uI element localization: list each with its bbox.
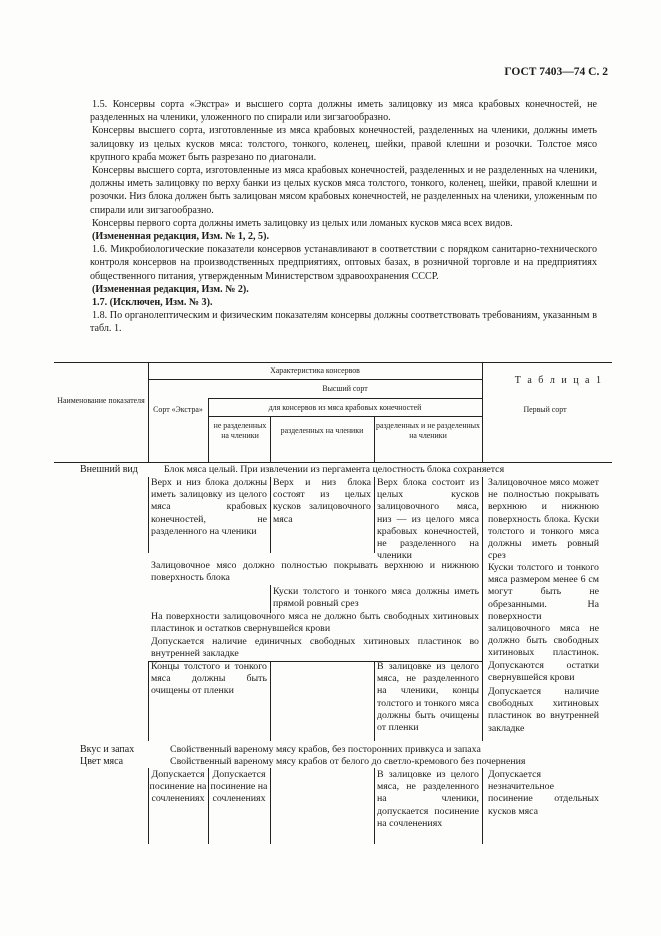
cell-first-mid: Куски толстого и тонкого мяса размером менее 6 см могут быть не обрезанными. На поверхности залицовочного мяса не должно быть свободных хитиновых пластинок. Допускаются остатки свернувшейся крови (488, 562, 599, 683)
row-label-color: Цвет мяса (80, 756, 124, 767)
cell-divider (148, 661, 149, 741)
cell-no-plates: На поверхности залицовочного мяса не должно быть свободных хитиновых пластинок и остатков свернувшейся крови (151, 611, 479, 635)
cell-divider (374, 768, 375, 844)
cell-single-plates: Допускается наличие единичных свободных хитиновых пластинок во внутренней закладке (151, 636, 479, 660)
column-divider (148, 362, 149, 462)
paragraph: Консервы высшего сорта, изготовленные из мяса крабовых конечностей, разделенных и не разделенных на членики, должны иметь залицовку по верху банки из целых кусков мяса толстого, тонкого, коленец, шейки, правой клешни и розочки. Низ блока должен быть залицован мясом крабовых конечностей, не разделенных на членики, уложенным по спирали или зигзагообразно. (90, 165, 597, 216)
paragraph: 1.8. По органолептическим и физическим показателям консервы должны соответствовать требованиям, указанным в табл. 1. (90, 310, 597, 335)
cell-both-color: В залицовке из целого мяса, не разделенного на членики, допускается посинение на сочленениях (377, 769, 479, 829)
cell-divider (270, 477, 271, 553)
cell-first-bottom: Допускается наличие свободных хитиновых пластинок во внутренней закладке (488, 686, 599, 734)
header-crab-limbs: для консервов из мяса крабовых конечностей (268, 403, 422, 412)
cell-first-color: Допускается незначительное посинение отдельных кусков мяса (488, 769, 599, 817)
header-extra: Сорт «Экстра» (153, 405, 203, 414)
header-highest: Высший сорт (322, 384, 368, 393)
column-divider (374, 416, 375, 462)
page-header: ГОСТ 7403—74 С. 2 (504, 66, 608, 78)
column-divider (482, 362, 483, 462)
cell-extra-ends: Концы толстого и тонкого мяса должны быть очищены от пленки (151, 661, 267, 697)
header-bottom-border (54, 462, 612, 463)
cell-divider (270, 768, 271, 844)
header-divider (148, 379, 482, 380)
cell-block-intact: Блок мяса целый. При извлечении из пергамента целостность блока сохраняется (164, 464, 505, 475)
header-first: Первый сорт (523, 405, 567, 414)
cell-divided-top: Верх и низ блока состоят из целых кусков залицовочного мяса (273, 477, 371, 525)
paragraph: Консервы высшего сорта, изготовленные из мяса крабовых конечностей, разделенных на членики, должны иметь залицовку из целых кусков мяса: толстого, тонкого, коленец, шейки, правой клешни и розочки. Толстое мясо крупного краба может быть разрезано по диагонали. (90, 125, 597, 163)
cell-divider (270, 585, 271, 613)
paragraph: Консервы первого сорта должны иметь залицовку из целых или ломаных кусков мяса всех видов. (92, 217, 513, 229)
column-divider (270, 416, 271, 462)
cell-divider (374, 661, 375, 741)
table-caption: Т а б л и ц а 1 (514, 375, 603, 386)
header-divider (208, 416, 482, 417)
header-divider (208, 398, 482, 399)
cell-extra-top: Верх и низ блока должны иметь залицовку из целого мяса крабовых конечностей, не разделенного на членики (151, 477, 267, 537)
cell-first-top: Залицовочное мясо может не полностью покрывать верхнюю и нижнюю поверхность блока. Куски толстого и тонкого мяса должны иметь ровный срез (488, 477, 599, 562)
row-label-taste: Вкус и запах (80, 744, 135, 755)
cell-extra-color: Допускается посинение на сочленениях (149, 769, 207, 805)
header-both: разделенных и не разделенных на членики (376, 421, 481, 440)
amendment-note: (Измененная редакция, Изм. № 2). (92, 283, 249, 295)
cell-cover-full: Залицовочное мясо должно полностью покрывать верхнюю и нижнюю поверхность блока (151, 560, 479, 584)
cell-divider (148, 477, 149, 553)
row-label-appearance: Внешний вид (80, 464, 138, 475)
column-divider (208, 398, 209, 462)
cell-straight-cut: Куски толстого и тонкого мяса должны иметь прямой ровный срез (273, 586, 479, 610)
cell-taste: Свойственный вареному мясу крабов, без посторонних привкуса и запаха (170, 744, 481, 755)
cell-both-ends: В залицовке из целого мяса, не разделенного на членики, концы толстого и тонкого мяса должны быть очищены от пленки (377, 661, 479, 734)
header-divided: разделенных на членики (280, 426, 364, 435)
paragraph: 1.5. Консервы сорта «Экстра» и высшего сорта должны иметь залицовку из мяса крабовых конечностей, не разделенных на членики, уложенного по спирали или зигзагообразно. (90, 99, 597, 124)
header-characteristics: Характеристика консервов (270, 366, 360, 375)
cell-divider (482, 477, 483, 741)
cell-both-top: Верх блока состоит из целых кусков залицовочного мяса, низ — из целого мяса крабовых конечностей, не разделенного на членики (377, 477, 479, 562)
cell-divider (270, 661, 271, 741)
body-text (90, 98, 597, 336)
header-not-divided: не разделенных на членики (213, 421, 267, 440)
cell-divider (482, 768, 483, 844)
cell-divider (374, 477, 375, 553)
table-top-border (54, 362, 612, 363)
cell-divider (208, 768, 209, 844)
cell-color: Свойственный вареному мясу крабов от белого до светло-кремового без почернения (170, 756, 526, 767)
cell-notdiv-color: Допускается посинение на сочленениях (210, 769, 268, 805)
amendment-note: 1.7. (Исключен, Изм. № 3). (92, 297, 213, 309)
paragraph: 1.6. Микробиологические показатели консервов устанавливают в соответствии с порядком санитарно-технического контроля консервов на производственных предприятиях, оптовых базах, в розничной торговле и на предприятиях общественного питания, утвержденным Министерством здравоохранения СССР. (90, 244, 597, 282)
amendment-note: (Измененная редакция, Изм. № 1, 2, 5). (92, 231, 269, 243)
header-name-column: Наименование показателя (57, 396, 145, 405)
